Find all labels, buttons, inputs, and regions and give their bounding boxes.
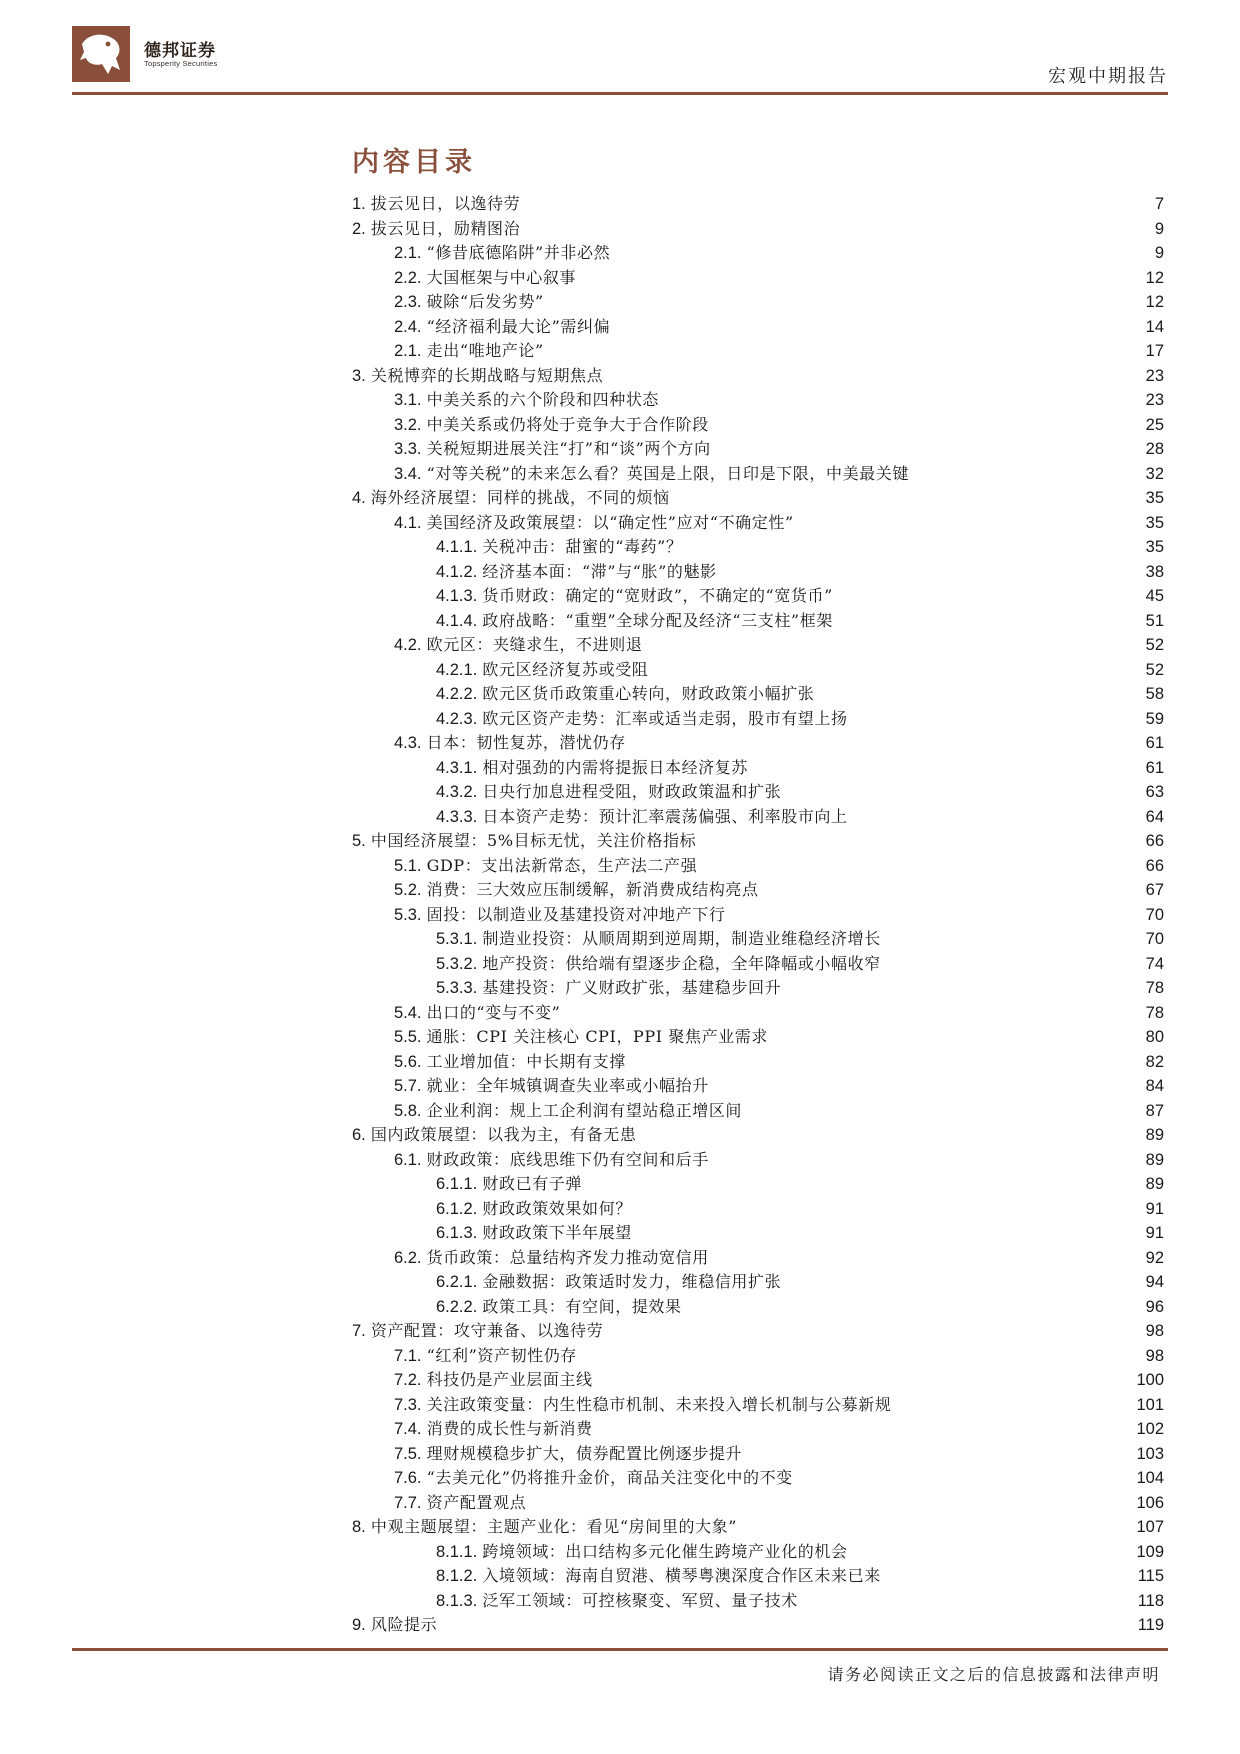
toc-entry[interactable]: [352, 1148, 1164, 1173]
toc-entry-title: 跨境领域：出口结构多元化催生跨境产业化的机会: [482, 1541, 848, 1561]
toc-entry-page: 96: [1145, 1297, 1164, 1316]
toc-entry-page: 17: [1145, 342, 1164, 360]
toc-entry-page: 91: [1145, 1199, 1164, 1218]
toc-entry[interactable]: [352, 1540, 1164, 1565]
toc-entry[interactable]: [352, 1295, 1164, 1320]
toc-entry[interactable]: [352, 633, 1164, 658]
toc-entry[interactable]: [352, 1074, 1164, 1099]
toc-entry-page: 80: [1145, 1028, 1164, 1046]
toc-entry-title: 关税博弈的长期战略与短期焦点: [370, 365, 604, 385]
toc-entry-page: 12: [1145, 293, 1164, 311]
toc-entry-title: 中观主题展望：主题产业化：看见“房间里的大象”: [370, 1517, 738, 1536]
toc-entry-page: 70: [1145, 930, 1164, 948]
toc-entry-number: 4.1.2.: [436, 562, 478, 581]
toc-entry[interactable]: [352, 1417, 1164, 1442]
toc-entry[interactable]: [352, 266, 1164, 291]
toc-entry-title: 风险提示: [370, 1615, 438, 1634]
toc-entry[interactable]: [352, 805, 1164, 830]
toc-entry-page: 28: [1145, 440, 1164, 458]
toc-title: 内容目录: [352, 147, 476, 178]
toc-entry[interactable]: [352, 1221, 1164, 1246]
toc-entry-page: 51: [1145, 611, 1164, 630]
toc-entry[interactable]: [352, 413, 1164, 438]
toc-entry-title: 资产配置观点: [426, 1492, 527, 1512]
table-of-contents: [352, 192, 1164, 1638]
toc-entry[interactable]: [352, 584, 1164, 609]
toc-entry-page: 109: [1136, 1542, 1164, 1561]
toc-entry-number: 7.4.: [394, 1420, 422, 1438]
toc-entry-page: 82: [1145, 1052, 1164, 1071]
toc-entry-title: 基建投资：广义财政扩张，基建稳步回升: [482, 978, 782, 997]
toc-entry[interactable]: [352, 315, 1164, 340]
toc-entry-number: 6.2.1.: [436, 1273, 478, 1291]
toc-entry[interactable]: [352, 241, 1164, 266]
toc-entry-title: 科技仍是产业层面主线: [426, 1370, 593, 1389]
toc-entry[interactable]: [352, 1270, 1164, 1295]
toc-entry-title: 货币财政：确定的“宽财政”，不确定的“宽货币”: [482, 586, 833, 605]
toc-entry-title: 关注政策变量：内生性稳市机制、未来投入增长机制与公募新规: [426, 1394, 892, 1414]
toc-entry-number: 9.: [352, 1616, 366, 1634]
toc-entry[interactable]: [352, 1393, 1164, 1418]
toc-entry-page: 94: [1145, 1273, 1164, 1291]
toc-entry-page: 98: [1145, 1346, 1164, 1365]
report-type: 宏观中期报告: [1048, 66, 1168, 87]
toc-entry-number: 2.1.: [394, 342, 422, 360]
toc-entry-title: GDP：支出法新常态，生产法二产强: [426, 855, 698, 875]
toc-entry-number: 7.5.: [394, 1444, 422, 1463]
toc-entry-number: 2.1.: [394, 244, 422, 262]
toc-entry-page: 100: [1136, 1371, 1164, 1389]
toc-entry[interactable]: [352, 1001, 1164, 1026]
toc-entry-number: 5.: [352, 832, 366, 850]
toc-entry-page: 74: [1145, 954, 1164, 973]
toc-entry[interactable]: [352, 1197, 1164, 1222]
toc-entry[interactable]: [352, 1099, 1164, 1124]
toc-entry-number: 5.3.3.: [436, 979, 478, 997]
toc-entry[interactable]: [352, 192, 1164, 217]
toc-entry-number: 5.3.: [394, 905, 422, 924]
toc-entry-number: 5.5.: [394, 1028, 422, 1046]
toc-entry-number: 6.2.2.: [436, 1297, 478, 1316]
toc-entry[interactable]: [352, 731, 1164, 756]
toc-entry-page: 9: [1154, 244, 1164, 262]
toc-entry-title: 日央行加息进程受阻，财政政策温和扩张: [482, 782, 782, 801]
toc-entry-title: 泛军工领域：可控核聚变、军贸、量子技术: [482, 1590, 798, 1610]
toc-entry-title: 关税短期进展关注“打”和“谈”两个方向: [426, 439, 711, 458]
toc-entry[interactable]: [352, 339, 1164, 364]
toc-entry-page: 25: [1145, 415, 1164, 434]
toc-entry-page: 45: [1145, 587, 1164, 605]
toc-entry-page: 89: [1145, 1175, 1164, 1193]
toc-entry[interactable]: [352, 1344, 1164, 1369]
toc-entry-title: 财政政策效果如何？: [482, 1198, 632, 1218]
toc-entry-number: 7.6.: [394, 1469, 422, 1487]
toc-entry-title: 经济基本面：“滞”与“胀”的魅影: [482, 561, 717, 581]
toc-entry-title: 理财规模稳步扩大，债券配置比例逐步提升: [426, 1443, 743, 1463]
toc-entry-number: 6.1.2.: [436, 1199, 478, 1218]
toc-entry-number: 2.: [352, 219, 366, 238]
toc-entry-number: 4.2.1.: [436, 660, 478, 679]
toc-entry[interactable]: [352, 854, 1164, 879]
toc-entry[interactable]: [352, 1123, 1164, 1148]
toc-entry-page: 89: [1145, 1126, 1164, 1144]
toc-entry[interactable]: [352, 560, 1164, 585]
toc-entry-title: 财政已有子弹: [482, 1174, 582, 1193]
toc-entry-title: 走出“唯地产论”: [426, 341, 544, 360]
toc-entry-number: 7.2.: [394, 1371, 422, 1389]
toc-entry-title: 中美关系的六个阶段和四种状态: [426, 390, 660, 409]
toc-entry-number: 3.2.: [394, 415, 422, 434]
toc-entry-page: 9: [1154, 219, 1164, 238]
toc-entry-title: 美国经济及政策展望：以“确定性”应对“不确定性”: [426, 512, 794, 532]
toc-entry-title: 政策工具：有空间，提效果: [482, 1296, 682, 1316]
toc-entry[interactable]: [352, 364, 1164, 389]
toc-entry[interactable]: [352, 952, 1164, 977]
toc-entry[interactable]: [352, 927, 1164, 952]
toc-entry-number: 7.: [352, 1322, 366, 1340]
toc-entry-title: 中美关系或仍将处于竞争大于合作阶段: [426, 414, 709, 434]
toc-entry-page: 84: [1145, 1077, 1164, 1095]
toc-entry-page: 63: [1145, 783, 1164, 801]
toc-entry-page: 52: [1145, 660, 1164, 679]
toc-entry-number: 8.1.1.: [436, 1542, 478, 1561]
toc-entry[interactable]: [352, 1246, 1164, 1271]
toc-entry-page: 7: [1154, 195, 1164, 213]
toc-entry-title: 欧元区资产走势：汇率或适当走弱，股市有望上扬: [482, 708, 848, 728]
toc-entry-title: 通胀：CPI 关注核心 CPI，PPI 聚焦产业需求: [426, 1027, 768, 1046]
disclaimer-note: 请务必阅读正文之后的信息披露和法律声明: [827, 1665, 1160, 1684]
toc-entry-page: 98: [1145, 1322, 1164, 1340]
toc-entry[interactable]: [352, 682, 1164, 707]
toc-entry-number: 5.1.: [394, 856, 422, 875]
toc-entry-number: 1.: [352, 195, 366, 213]
toc-entry-title: 破除“后发劣势”: [426, 292, 544, 311]
toc-entry-number: 4.3.2.: [436, 783, 478, 801]
toc-entry[interactable]: [352, 1491, 1164, 1516]
toc-entry-title: 制造业投资：从顺周期到逆周期，制造业维稳经济增长: [482, 929, 881, 948]
toc-entry-title: 就业：全年城镇调查失业率或小幅抬升: [426, 1076, 709, 1095]
toc-entry-title: “对等关税”的未来怎么看？英国是上限，日印是下限，中美最关键: [426, 463, 909, 483]
toc-entry-page: 115: [1137, 1567, 1164, 1585]
toc-entry-page: 52: [1145, 636, 1164, 654]
toc-entry-number: 4.: [352, 489, 366, 507]
toc-entry-number: 5.4.: [394, 1003, 422, 1022]
toc-entry-number: 6.: [352, 1126, 366, 1144]
toc-entry[interactable]: [352, 903, 1164, 928]
toc-entry-number: 4.3.1.: [436, 758, 478, 777]
toc-entry-title: “红利”资产韧性仍存: [426, 1345, 577, 1365]
toc-entry-page: 101: [1136, 1395, 1164, 1414]
toc-entry[interactable]: [352, 609, 1164, 634]
toc-entry-page: 103: [1136, 1444, 1164, 1463]
toc-entry-number: 2.4.: [394, 317, 422, 336]
toc-entry-number: 7.3.: [394, 1395, 422, 1414]
toc-entry-title: 财政政策：底线思维下仍有空间和后手: [426, 1149, 709, 1169]
toc-entry-number: 2.3.: [394, 293, 422, 311]
toc-entry-number: 4.1.3.: [436, 587, 478, 605]
toc-entry-page: 38: [1145, 562, 1164, 581]
toc-entry-page: 106: [1136, 1493, 1164, 1512]
toc-entry-title: 日本资产走势：预计汇率震荡偏强、利率股市向上: [482, 806, 848, 826]
page-header: [72, 22, 1168, 96]
toc-entry[interactable]: [352, 1466, 1164, 1491]
toc-entry[interactable]: [352, 1515, 1164, 1540]
toc-entry-page: 61: [1145, 734, 1164, 752]
toc-entry-number: 5.3.1.: [436, 930, 478, 948]
toc-entry-title: “修昔底德陷阱”并非必然: [426, 243, 611, 262]
toc-entry-title: 国内政策展望：以我为主，有备无患: [370, 1125, 637, 1144]
toc-entry-page: 35: [1145, 489, 1164, 507]
toc-entry-number: 7.7.: [394, 1493, 422, 1512]
toc-entry-number: 2.2.: [394, 268, 422, 287]
toc-entry-number: 8.1.3.: [436, 1591, 478, 1610]
toc-entry-page: 78: [1145, 1003, 1164, 1022]
toc-entry-number: 4.2.: [394, 636, 422, 654]
toc-entry-page: 87: [1145, 1101, 1164, 1120]
toc-entry-title: 欧元区：夹缝求生，不进则退: [426, 635, 643, 654]
toc-entry-title: 相对强劲的内需将提振日本经济复苏: [482, 757, 748, 777]
brand-logo-icon: [72, 26, 130, 82]
toc-entry-number: 7.1.: [394, 1346, 422, 1365]
toc-entry-number: 5.2.: [394, 881, 422, 899]
toc-entry-title: 拔云见日，励精图治: [370, 218, 521, 238]
toc-entry-page: 35: [1145, 513, 1164, 532]
toc-entry-title: 消费：三大效应压制缓解，新消费成结构亮点: [426, 880, 759, 899]
toc-entry-page: 91: [1145, 1224, 1164, 1242]
toc-entry-number: 4.3.3.: [436, 807, 478, 826]
toc-entry-number: 3.3.: [394, 440, 422, 458]
toc-entry-page: 78: [1145, 979, 1164, 997]
toc-entry[interactable]: [352, 976, 1164, 1001]
toc-entry-number: 6.2.: [394, 1248, 422, 1267]
toc-entry-title: “去美元化”仍将推升金价，商品关注变化中的不变: [426, 1468, 793, 1487]
brand-name: 德邦证券: [144, 41, 216, 61]
toc-entry-number: 3.: [352, 366, 366, 385]
toc-entry-title: “经济福利最大论”需纠偏: [426, 316, 611, 336]
toc-entry-page: 23: [1145, 391, 1164, 409]
toc-entry[interactable]: [352, 780, 1164, 805]
toc-entry-page: 67: [1145, 881, 1164, 899]
toc-entry-title: 固投：以制造业及基建投资对冲地产下行: [426, 904, 726, 924]
toc-entry-page: 118: [1137, 1591, 1164, 1610]
toc-entry-title: 海外经济展望：同样的挑战，不同的烦恼: [370, 488, 670, 507]
toc-entry-page: 102: [1136, 1420, 1164, 1438]
toc-entry-number: 8.: [352, 1518, 366, 1536]
toc-entry-number: 4.1.4.: [436, 611, 478, 630]
toc-entry-title: 货币政策：总量结构齐发力推动宽信用: [426, 1247, 709, 1267]
toc-entry[interactable]: [352, 1613, 1164, 1638]
toc-entry-number: 3.1.: [394, 391, 422, 409]
toc-entry-number: 6.1.: [394, 1150, 422, 1169]
toc-entry-title: 日本：韧性复苏，潜忧仍存: [426, 733, 626, 752]
toc-entry[interactable]: [352, 1172, 1164, 1197]
toc-entry-title: 中国经济展望：5%目标无忧，关注价格指标: [370, 831, 697, 850]
toc-entry-page: 89: [1145, 1150, 1164, 1169]
footer-divider: [72, 1648, 1168, 1651]
toc-entry-number: 8.1.2.: [436, 1567, 478, 1585]
toc-entry-number: 5.7.: [394, 1077, 422, 1095]
toc-entry[interactable]: [352, 878, 1164, 903]
toc-entry[interactable]: [352, 1442, 1164, 1467]
toc-entry-title: 入境领域：海南自贸港、横琴粤澳深度合作区未来已来: [482, 1566, 881, 1585]
toc-entry-title: 出口的“变与不变”: [426, 1002, 561, 1022]
toc-entry[interactable]: [352, 1564, 1164, 1589]
toc-entry-number: 6.1.1.: [436, 1175, 478, 1193]
toc-entry-page: 14: [1145, 317, 1164, 336]
toc-entry-page: 12: [1145, 268, 1164, 287]
toc-entry[interactable]: [352, 707, 1164, 732]
toc-entry-page: 119: [1137, 1616, 1164, 1634]
toc-entry-title: 消费的成长性与新消费: [426, 1419, 593, 1438]
toc-entry-page: 32: [1145, 464, 1164, 483]
toc-entry[interactable]: [352, 1589, 1164, 1614]
toc-entry[interactable]: [352, 388, 1164, 413]
toc-entry-page: 23: [1145, 366, 1164, 385]
toc-entry-title: 资产配置：攻守兼备、以逸待劳: [370, 1321, 604, 1340]
toc-entry[interactable]: [352, 462, 1164, 487]
brand-name-en: Topsperity Securities: [144, 59, 218, 68]
toc-entry[interactable]: [352, 535, 1164, 560]
toc-entry-number: 4.1.1.: [436, 538, 478, 556]
toc-entry[interactable]: [352, 437, 1164, 462]
toc-entry-title: 地产投资：供给端有望逐步企稳，全年降幅或小幅收窄: [482, 953, 881, 973]
toc-entry-page: 59: [1145, 709, 1164, 728]
toc-entry[interactable]: [352, 511, 1164, 536]
toc-entry-page: 92: [1145, 1248, 1164, 1267]
toc-entry-page: 58: [1145, 685, 1164, 703]
toc-entry-number: 5.8.: [394, 1101, 422, 1120]
toc-entry[interactable]: [352, 486, 1164, 511]
toc-entry-title: 关税冲击：甜蜜的“毒药”？: [482, 537, 683, 556]
toc-entry-number: 4.3.: [394, 734, 422, 752]
toc-entry-number: 4.1.: [394, 513, 422, 532]
header-divider: [72, 92, 1168, 95]
toc-entry-page: 66: [1145, 856, 1164, 875]
toc-entry-title: 金融数据：政策适时发力，维稳信用扩张: [482, 1272, 782, 1291]
toc-entry-number: 5.6.: [394, 1052, 422, 1071]
toc-entry[interactable]: [352, 1050, 1164, 1075]
toc-entry-title: 欧元区货币政策重心转向，财政政策小幅扩张: [482, 684, 815, 703]
toc-entry-title: 政府战略：“重塑”全球分配及经济“三支柱”框架: [482, 610, 833, 630]
toc-entry-page: 66: [1145, 832, 1164, 850]
toc-entry-title: 工业增加值：中长期有支撑: [426, 1051, 626, 1071]
toc-entry[interactable]: [352, 290, 1164, 315]
toc-entry-number: 4.2.3.: [436, 709, 478, 728]
toc-entry-number: 3.4.: [394, 464, 422, 483]
toc-entry-page: 35: [1145, 538, 1164, 556]
toc-entry[interactable]: [352, 217, 1164, 242]
toc-entry-page: 64: [1145, 807, 1164, 826]
toc-entry[interactable]: [352, 1319, 1164, 1344]
toc-entry[interactable]: [352, 829, 1164, 854]
toc-entry[interactable]: [352, 1368, 1164, 1393]
toc-entry-title: 企业利润：规上工企利润有望站稳正增区间: [426, 1100, 743, 1120]
toc-entry-title: 财政政策下半年展望: [482, 1223, 632, 1242]
toc-entry-number: 5.3.2.: [436, 954, 478, 973]
toc-entry[interactable]: [352, 1025, 1164, 1050]
toc-entry-number: 4.2.2.: [436, 685, 478, 703]
toc-entry[interactable]: [352, 658, 1164, 683]
toc-entry-page: 104: [1136, 1469, 1164, 1487]
toc-entry-title: 大国框架与中心叙事: [426, 267, 577, 287]
toc-entry-number: 6.1.3.: [436, 1224, 478, 1242]
toc-entry-title: 拔云见日，以逸待劳: [370, 194, 521, 213]
toc-entry-title: 欧元区经济复苏或受阻: [482, 659, 649, 679]
toc-entry-page: 61: [1145, 758, 1164, 777]
toc-entry-page: 107: [1136, 1518, 1164, 1536]
toc-entry-page: 70: [1145, 905, 1164, 924]
toc-entry[interactable]: [352, 756, 1164, 781]
